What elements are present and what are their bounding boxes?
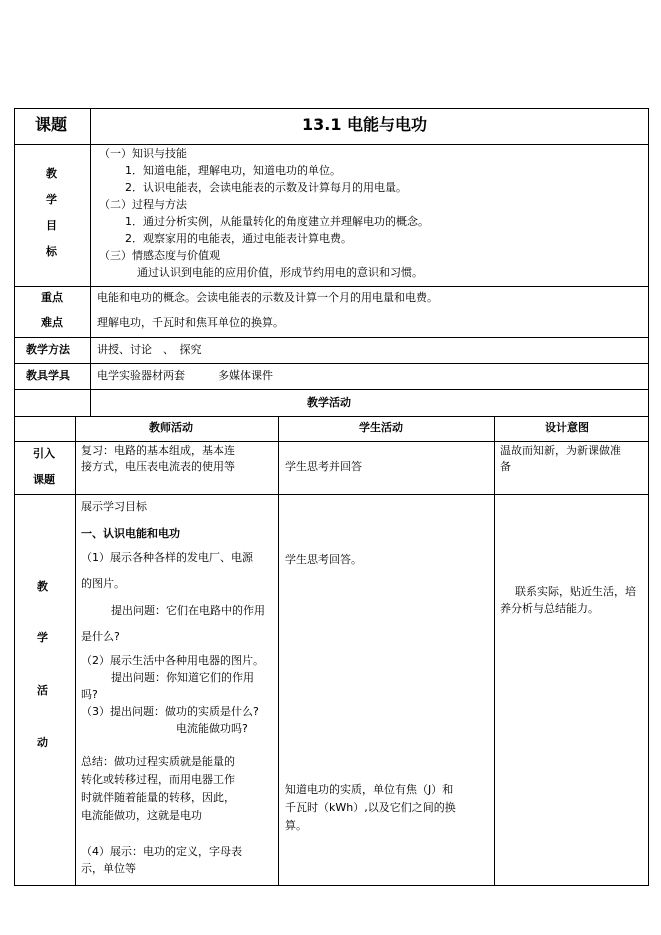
lesson-plan-table bbox=[14, 108, 649, 886]
teacher-line: 提出问题：它们在电路中的作用 bbox=[111, 604, 265, 617]
key-points-text: 电能和电功的概念。会读电能表的示数及计算一个月的用电量和电费。 bbox=[97, 291, 438, 304]
objective-line: （二）过程与方法 bbox=[99, 198, 187, 211]
teacher-line: 总结：做功过程实质就是能量的 bbox=[81, 755, 235, 768]
intro-student: 学生思考并回答 bbox=[285, 460, 362, 473]
student-line: 算。 bbox=[285, 819, 307, 832]
objective-line: 1．通过分析实例，从能量转化的角度建立并理解电功的概念。 bbox=[125, 215, 429, 228]
column-header-teacher: 教师活动 bbox=[149, 421, 193, 434]
design-line: 联系实际，贴近生活，培 bbox=[515, 585, 636, 598]
activities-section-title: 教学活动 bbox=[307, 396, 351, 409]
main-activity-label-char: 教 bbox=[37, 580, 48, 593]
objective-line: 通过认识到电能的应用价值，形成节约用电的意识和习惯。 bbox=[137, 266, 423, 279]
teacher-line: （4）展示：电功的定义，字母表 bbox=[81, 845, 242, 858]
column-header-student: 学生活动 bbox=[359, 421, 403, 434]
objectives-label-char: 学 bbox=[46, 193, 57, 206]
column-header-design: 设计意图 bbox=[545, 421, 589, 434]
objectives-label-char: 目 bbox=[46, 219, 57, 232]
objectives-label-char: 教 bbox=[46, 167, 57, 180]
tools-text: 电学实验器材两套 多媒体课件 bbox=[97, 369, 273, 382]
main-activity-label-char: 活 bbox=[37, 684, 48, 697]
teacher-line: 时就伴随着能量的转移，因此， bbox=[81, 791, 235, 804]
methods-text: 讲授、讨论 、 探究 bbox=[97, 343, 202, 356]
difficulties-label: 难点 bbox=[41, 316, 63, 329]
student-line: 学生思考回答。 bbox=[285, 553, 362, 566]
student-line: 知道电功的实质，单位有焦（J）和 bbox=[285, 783, 454, 796]
teacher-line: （2）展示生活中各种用电器的图片。 bbox=[81, 654, 264, 667]
intro-label: 课题 bbox=[33, 473, 55, 486]
objective-line: 2．认识电能表，会读电能表的示数及计算每月的用电量。 bbox=[125, 181, 407, 194]
teacher-line: （1）展示各种各样的发电厂、电源 bbox=[81, 551, 253, 564]
teacher-line: 提出问题：你知道它们的作用 bbox=[111, 671, 254, 684]
intro-teacher-line: 接方式，电压表电流表的使用等 bbox=[81, 460, 235, 473]
objectives-label-char: 标 bbox=[46, 245, 57, 258]
teacher-line: 是什么? bbox=[81, 630, 120, 643]
difficulties-text: 理解电功，千瓦时和焦耳单位的换算。 bbox=[97, 316, 284, 329]
objective-line: （一）知识与技能 bbox=[99, 147, 187, 160]
design-line: 养分析与总结能力。 bbox=[500, 602, 599, 615]
tools-label: 教具学具 bbox=[26, 369, 70, 382]
objective-line: 2．观察家用的电能表，通过电能表计算电费。 bbox=[125, 232, 352, 245]
intro-teacher-line: 复习：电路的基本组成，基本连 bbox=[81, 444, 235, 457]
student-line: 千瓦时（kWh）,以及它们之间的换 bbox=[285, 801, 456, 814]
teacher-line: 示，单位等 bbox=[81, 862, 136, 875]
teacher-line: 展示学习目标 bbox=[81, 500, 147, 513]
teacher-line: 的图片。 bbox=[81, 577, 125, 590]
teacher-line: 一、认识电能和电功 bbox=[81, 527, 180, 540]
teacher-line: 电流能做功，这就是电功 bbox=[81, 809, 202, 822]
intro-design-line: 温故而知新，为新课做准 bbox=[500, 444, 621, 457]
header-label: 课题 bbox=[35, 115, 68, 134]
teacher-line: 电流能做功吗? bbox=[176, 722, 248, 735]
intro-label: 引入 bbox=[33, 447, 55, 460]
teacher-line: 吗? bbox=[81, 688, 98, 701]
objective-line: 1．知道电能，理解电功，知道电功的单位。 bbox=[125, 164, 341, 177]
main-activity-label-char: 动 bbox=[37, 736, 48, 749]
key-points-label: 重点 bbox=[41, 291, 63, 304]
intro-design-line: 备 bbox=[500, 460, 511, 473]
main-activity-label-char: 学 bbox=[37, 631, 48, 644]
objective-line: （三）情感态度与价值观 bbox=[99, 249, 220, 262]
page-title: 13.1 电能与电功 bbox=[302, 115, 428, 134]
teacher-line: 转化或转移过程，而用电器工作 bbox=[81, 773, 235, 786]
methods-label: 教学方法 bbox=[26, 343, 70, 356]
teacher-line: （3）提出问题：做功的实质是什么? bbox=[81, 705, 259, 718]
